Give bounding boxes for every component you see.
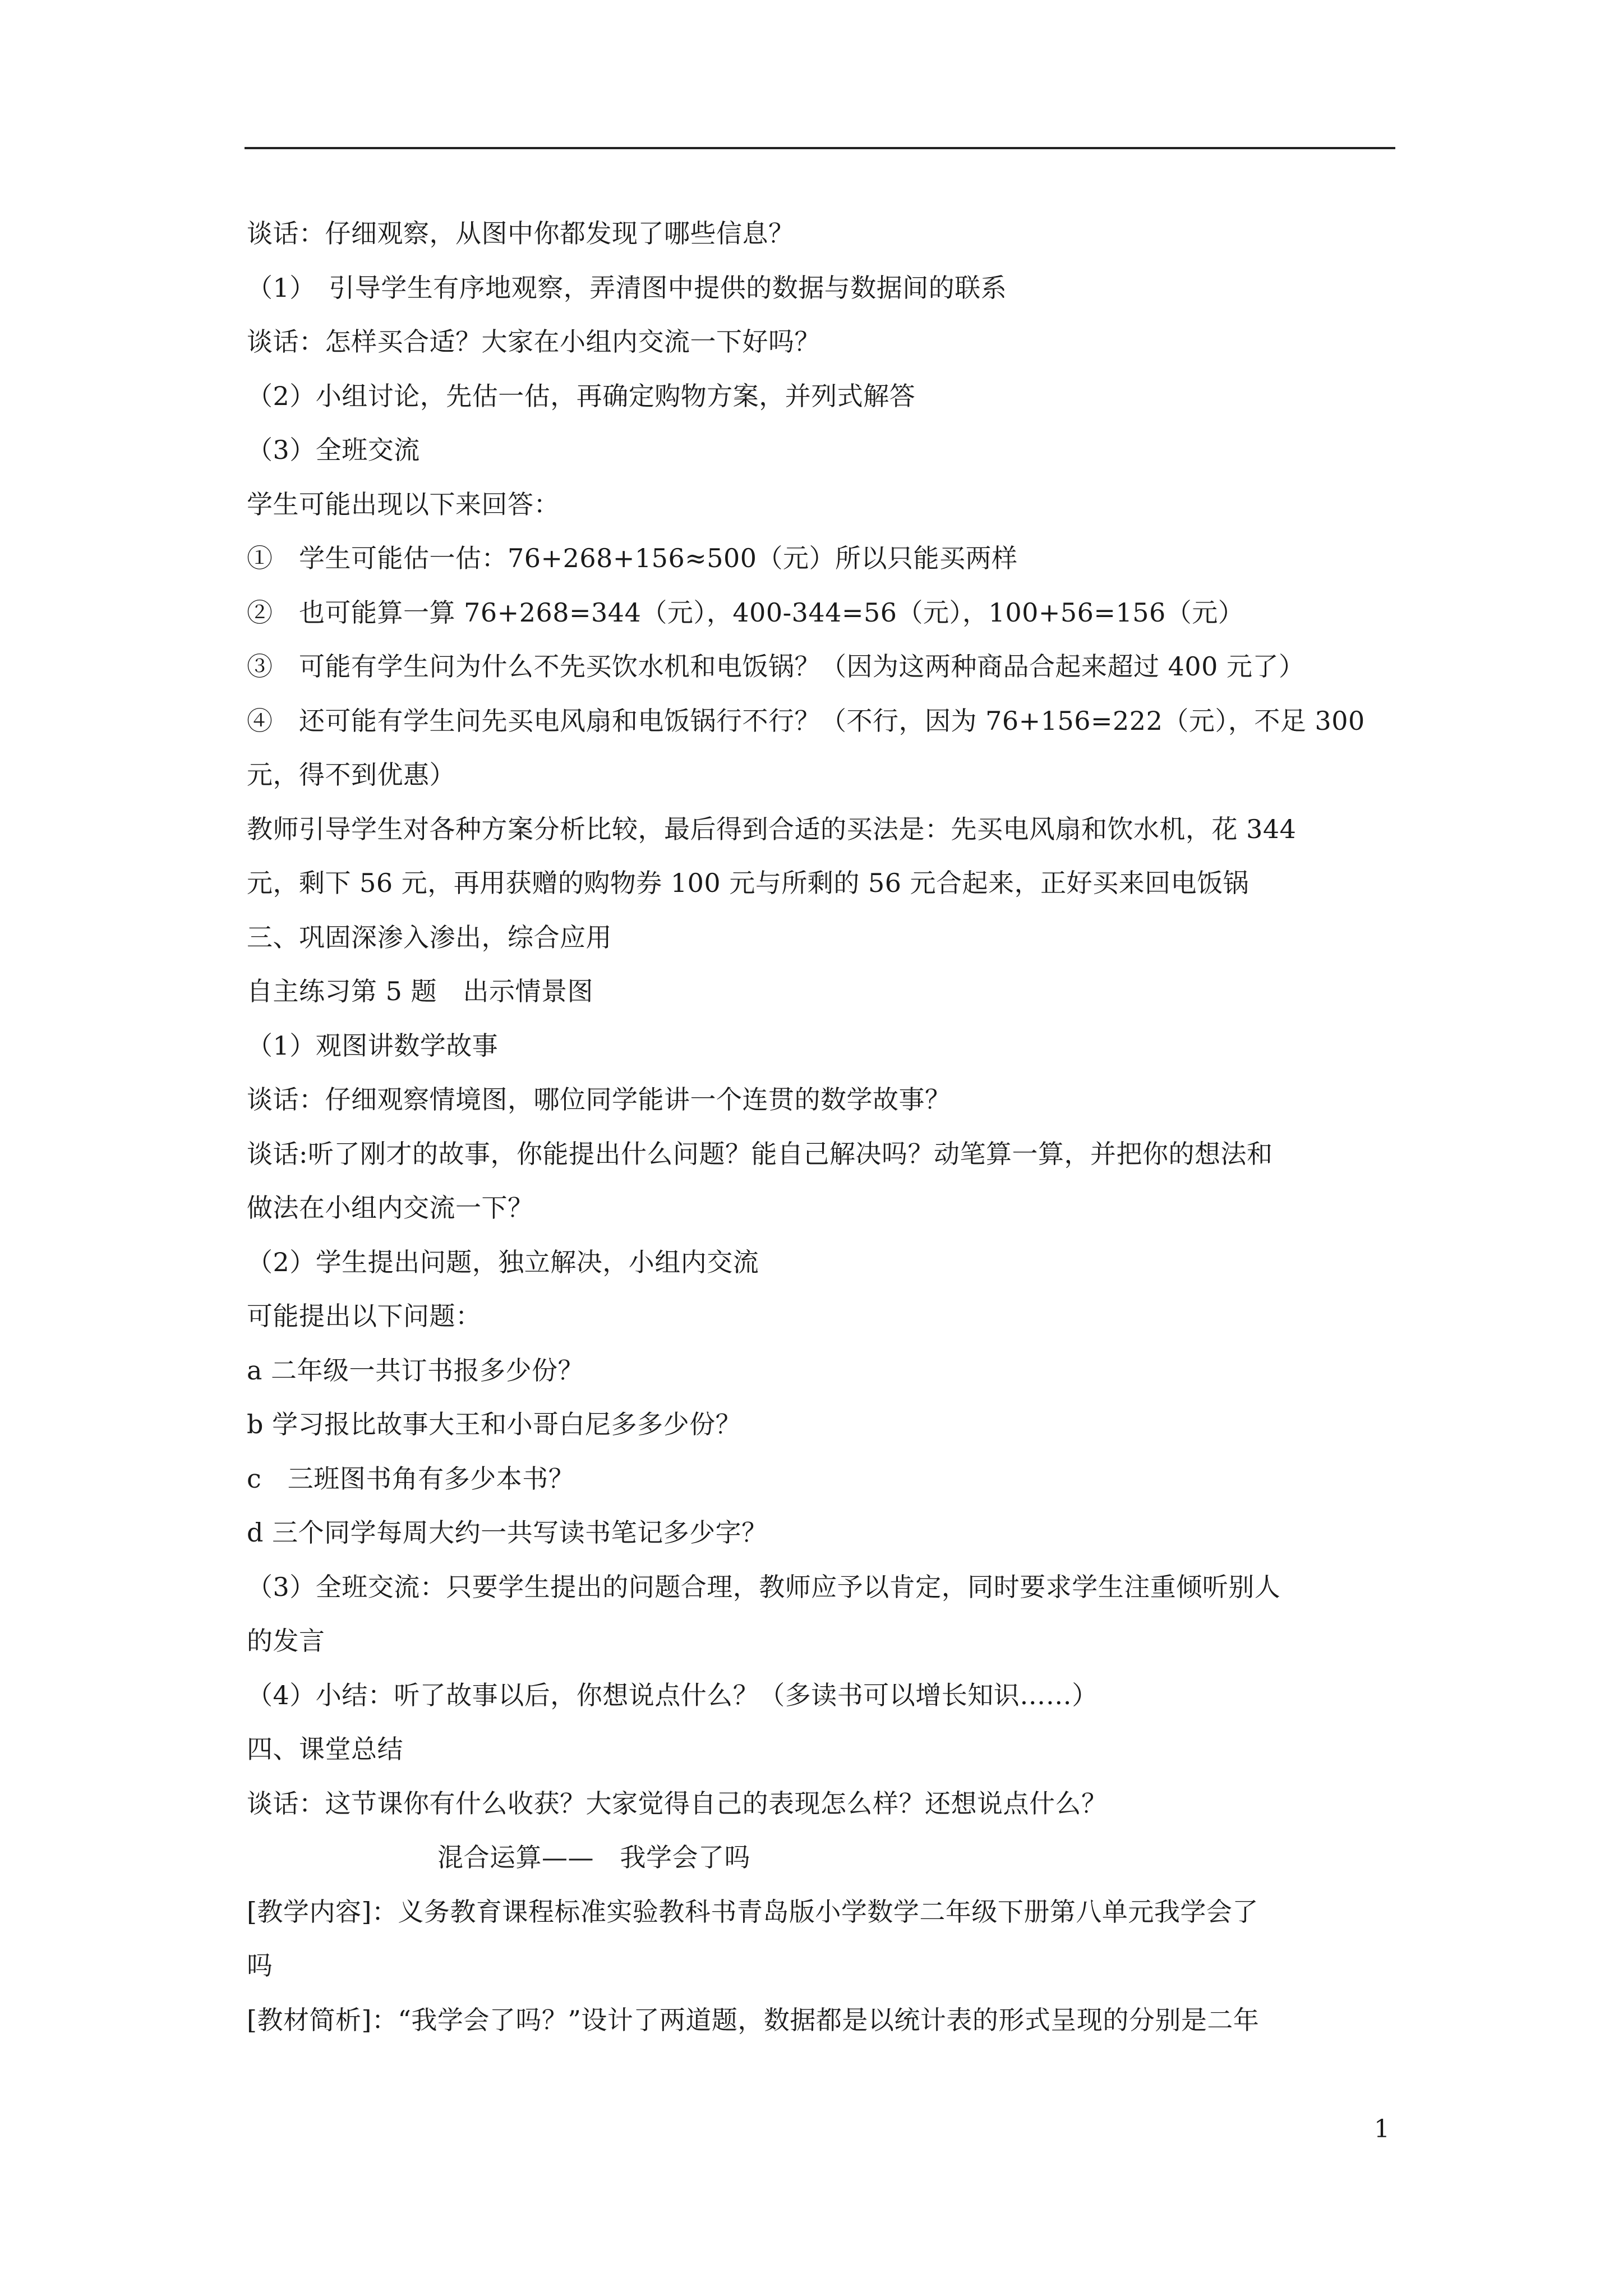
text-line: 做法在小组内交流一下？ xyxy=(247,1193,534,1223)
text-line: 元，得不到优惠） xyxy=(247,760,455,790)
text-line: （4）小结：听了故事以后，你想说点什么？（多读书可以增长知识……） xyxy=(247,1680,1098,1710)
text-line: 学生可能出现以下来回答： xyxy=(247,489,560,519)
text-line: （3）全班交流：只要学生提出的问题合理，教师应予以肯定，同时要求学生注重倾听别人 xyxy=(247,1571,1281,1602)
text-line: 可能提出以下问题： xyxy=(247,1301,482,1331)
text-line: ④ 还可能有学生问先买电风扇和电饭锅行不行？（不行，因为 76+156=222（元），不足 300 xyxy=(247,705,1365,736)
section-heading: 三、巩固深渗入渗出，综合应用 xyxy=(247,922,612,953)
document-body xyxy=(247,206,1396,2047)
text-line: 元，剩下 56 元，再用获赠的购物券 100 元与所剩的 56 元合起来，正好买来回电饭锅 xyxy=(247,868,1249,898)
list-item: b 学习报比故事大王和小哥白尼多多少份？ xyxy=(247,1409,742,1439)
text-line: （3）全班交流 xyxy=(247,435,420,465)
text-line: 谈话：仔细观察，从图中你都发现了哪些信息？ xyxy=(247,218,795,249)
text-line: 谈话：怎样买合适？大家在小组内交流一下好吗？ xyxy=(247,326,820,357)
text-line: 谈话：这节课你有什么收获？大家觉得自己的表现怎么样？还想说点什么？ xyxy=(247,1788,1108,1819)
text-line: 教师引导学生对各种方案分析比较，最后得到合适的买法是：先买电风扇和饮水机，花 344 xyxy=(247,813,1297,844)
text-line: 的发言 xyxy=(247,1626,325,1656)
text-line: [教材简析]：“我学会了吗？”设计了两道题，数据都是以统计表的形式呈现的分别是二年 xyxy=(247,2004,1260,2035)
text-line: ② 也可能算一算 76+268=344（元），400-344=56（元），100+56=156（元） xyxy=(247,597,1244,628)
text-line: [教学内容]：义务教育课程标准实验教科书青岛版小学数学二年级下册第八单元我学会了 xyxy=(247,1896,1258,1927)
text-line: ① 学生可能估一估：76+268+156≈500（元）所以只能买两样 xyxy=(247,543,1018,573)
text-line: （2）小组讨论，先估一估，再确定购物方案，并列式解答 xyxy=(247,380,916,411)
section-heading: 四、课堂总结 xyxy=(247,1734,403,1764)
text-line: 自主练习第 5 题 出示情景图 xyxy=(247,976,594,1006)
list-item: d 三个同学每周大约一共写读书笔记多少字？ xyxy=(247,1517,768,1548)
text-line: （2）学生提出问题，独立解决，小组内交流 xyxy=(247,1246,759,1277)
text-line: （1）观图讲数学故事 xyxy=(247,1030,499,1061)
text-line: 谈话:听了刚才的故事，你能提出什么问题？能自己解决吗？动笔算一算，并把你的想法和 xyxy=(247,1138,1273,1169)
text-line: 吗 xyxy=(247,1950,273,1981)
list-item: a 二年级一共订书报多少份？ xyxy=(247,1355,584,1386)
page-number: 1 xyxy=(1374,2115,1390,2143)
text-line: ③ 可能有学生问为什么不先买饮水机和电饭锅？（因为这两种商品合起来超过 400 元了） xyxy=(247,651,1305,682)
text-line: （1） 引导学生有序地观察，弄清图中提供的数据与数据间的联系 xyxy=(247,272,1007,303)
header-rule xyxy=(245,147,1395,149)
text-line: 谈话：仔细观察情境图，哪位同学能讲一个连贯的数学故事？ xyxy=(247,1084,951,1115)
list-item: c 三班图书角有多少本书？ xyxy=(247,1463,575,1494)
lesson-title: 混合运算—— 我学会了吗 xyxy=(437,1842,750,1872)
